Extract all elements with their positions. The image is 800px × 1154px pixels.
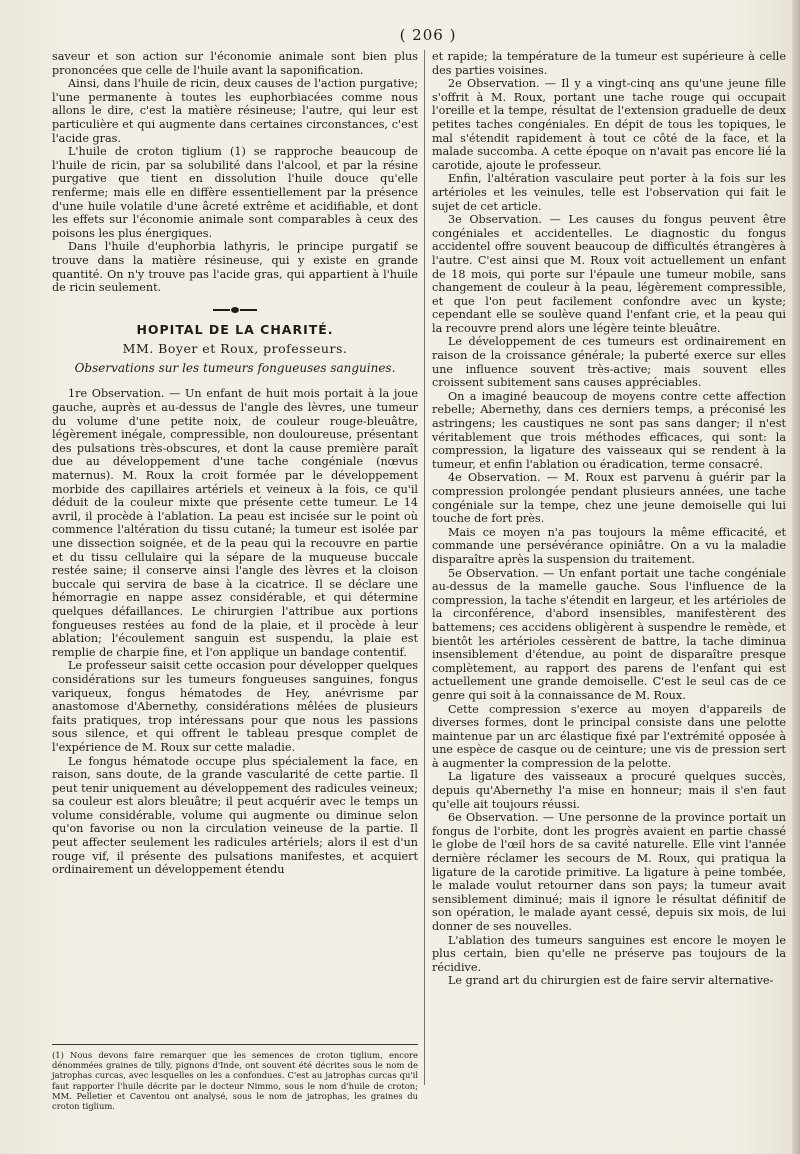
- paragraph: Mais ce moyen n'a pas toujours la même efficacité, et commande une persévérance opiniâtre. On a vu la maladie disparaître après la suspension du traitement.: [432, 525, 786, 566]
- article-subtitle: Observations sur les tumeurs fongueuses sanguines.: [74, 360, 396, 375]
- page-number: ( 206 ): [399, 26, 457, 44]
- paragraph: Le professeur saisit cette occasion pour développer quelques considérations sur les tumeurs fongueuses sanguines, fongus variqueux, fongus hématodes de Hey, anévrisme par anastomose d'Abernethy, considérations mêlées de plusieurs faits pratiques, trop intéressans pour que nous les passions sous silence, et qui offrent le tableau presque complet de l'expérience de M. Roux sur cette maladie.: [52, 659, 418, 754]
- paragraph: Le grand art du chirurgien est de faire servir alternative-: [448, 974, 774, 988]
- professors-line: MM. Boyer et Roux, professeurs.: [122, 341, 348, 357]
- paragraph: Ainsi, dans l'huile de ricin, deux causes de l'action purgative; l'une permanente à toutes les euphorbiacées comme nous allons le dire, c'est la matière résineuse; l'autre, qui leur est particulière et qui augmente dans certaines circonstances, c'est l'acide gras.: [52, 77, 418, 145]
- paragraph: On a imaginé beaucoup de moyens contre cette affection rebelle; Abernethy, dans ces derniers temps, a préconisé les astringens; les caustiques ne sont pas sans danger; il n'est véritablement que trois méthodes efficaces, qui sont: la compression, la ligature des vaisseaux qui se rendent à la tumeur, et enfin l'ablation ou éradication, terme consacré.: [432, 389, 786, 471]
- paragraph: Le développement de ces tumeurs est ordinairement en raison de la croissance générale; la puberté exerce sur elles une influence souvent très-active; mais souvent elles croissent subitement sans causes appréciables.: [432, 335, 786, 390]
- page-edge-shadow: [792, 0, 800, 1154]
- paragraph: 5e Observation. — Un enfant portait une tache congéniale au-dessus de la mamelle gauche. Sous l'influence de la compression, la tache s'étendit en largeur, et les artérioles de la circonférence, d'abord insensibles, manifestèrent des battemens; ces accidens obligèrent à suspendre le remède, et bientôt les artérioles cessèrent de battre, la tache diminua insensiblement d'étendue, au point de disparaître presque complètement, au rapport des parens de l'enfant qui est actuellement une grande demoiselle. C'est le seul cas de ce genre qui soit à la connaissance de M. Roux.: [432, 566, 786, 702]
- paragraph: Cette compression s'exerce au moyen d'appareils de diverses formes, dont le principal consiste dans une pelotte maintenue par un arc élastique fixé par l'extrémité opposée à une espèce de casque ou de ceinture; une vis de pression sert à augmenter la compression de la pelotte.: [432, 702, 786, 770]
- paragraph: 2e Observation. — Il y a vingt-cinq ans qu'une jeune fille s'offrit à M. Roux, portant une tache rouge qui occupait l'oreille et la tempe, résultat de l'extension graduelle de deux petites taches congéniales. En dépit de tous les topiques, le mal s'étendit rapidement à tout ce côté de la face, et la malade succomba. A cette époque on n'avait pas encore lié la carotide, ajoute le professeur.: [432, 77, 786, 172]
- left-column: [52, 50, 418, 877]
- right-column: [432, 50, 786, 988]
- paragraph: 3e Observation. — Les causes du fongus peuvent être congéniales et accidentelles. Le diagnostic du fongus accidentel offre souvent beaucoup de difficultés étrangères à l'autre. C'est ainsi que M. Roux voit actuellement un enfant de 18 mois, qui porte sur l'épaule une tumeur mobile, sans changement de couleur à la peau, légèrement compressible, et que l'on peut facilement confondre avec un kyste; cependant elle se soulève quand l'enfant crie, et la peau qui la recouvre prend alors une légère teinte bleuâtre.: [432, 213, 786, 335]
- paragraph: L'huile de croton tiglium (1) se rapproche beaucoup de l'huile de ricin, par sa solubilité dans l'alcool, et par la résine purgative que tient en dissolution l'huile douce qu'elle renferme; mais elle en diffère essentiellement par la présence d'une huile volatile d'une âcreté extrême et acidifiable, et dont les effets sur l'économie animale sont comparables à ceux des poisons les plus énergiques.: [52, 145, 418, 240]
- paragraph: Enfin, l'altération vasculaire peut porter à la fois sur les artérioles et les veinules, telle est l'observation qui fait le sujet de cet article.: [432, 172, 786, 213]
- paragraph: La ligature des vaisseaux a procuré quelques succès, depuis qu'Abernethy l'a mise en honneur; mais il s'en faut qu'elle ait toujours réussi.: [432, 770, 786, 811]
- paragraph: L'ablation des tumeurs sanguines est encore le moyen le plus certain, bien qu'elle ne préserve pas toujours de la récidive.: [432, 933, 786, 974]
- paragraph: 1re Observation. — Un enfant de huit mois portait à la joue gauche, auprès et au-dessus de l'angle des lèvres, une tumeur du volume d'une petite noix, de couleur rouge-bleuâtre, légèrement inégale, compressible, non douloureuse, présentant des pulsations très-obscures, et dont la cause première paraît due au développement d'une tache congéniale (nœvus maternus). M. Roux la croit formée par le développement morbide des capillaires artériels et veineux à la fois, ce qu'il déduit de la couleur mixte que présente cette tumeur. Le 14 avril, il procède à l'ablation. La peau est incisée sur le point où commence l'altération du tissu cutané; la tumeur est isolée par une dissection soignée, et de la peau qui la recouvre en partie et du tissu cellulaire qui la sépare de la muqueuse buccale restée saine; il conserve ainsi l'angle des lèvres et la cloison buccale qui servira de base à la cicatrice. Il se déclare une hémorragie en nappe assez considérable, et qui détermine quelques défaillances. Le chirurgien l'attribue aux portions fongueuses restées au fond de la plaie, et il procède à leur ablation; l'écoulement sanguin est suspendu, la plaie est remplie de charpie fine, et l'on applique un bandage contentif.: [52, 387, 418, 659]
- paragraph: 6e Observation. — Une personne de la province portait un fongus de l'orbite, dont les progrès avaient en partie chassé le globe de l'œil hors de sa cavité naturelle. Elle vint l'année dernière réclamer les secours de M. Roux, qui pratiqua la ligature de la carotide primitive. La ligature à peine tombée, le malade voulut retourner dans son pays; la tumeur avait sensiblement diminué; mais il ignore le résultat définitif de son opération, le malade ayant cessé, depuis six mois, de lui donner de ses nouvelles.: [432, 811, 786, 933]
- footnote: (1) Nous devons faire remarquer que les semences de croton tiglium, encore dénommées graines de tilly, pignons d'Inde, ont souvent été décrites sous le nom de jatrophas curcas, avec lesquelles on les a confondues. C'est au jatrophas curcas qu'il faut rapporter l'huile décrite par le docteur Nimmo, sous le nom d'huile de croton; MM. Pelletier et Caventou ont analysé, sous le nom de jatrophas, les graines du croton tiglium.: [52, 1050, 418, 1112]
- separator-ornament: [213, 307, 257, 313]
- paragraph: Dans l'huile d'euphorbia lathyris, le principe purgatif se trouve dans la matière résineuse, qui y existe en grande quantité. On n'y trouve pas l'acide gras, qui appartient à l'huile de ricin seulement.: [52, 240, 418, 295]
- paragraph: 4e Observation. — M. Roux est parvenu à guérir par la compression prolongée pendant plusieurs années, une tache congéniale sur la tempe, chez une jeune demoiselle qui lui touche de fort près.: [432, 471, 786, 526]
- column-divider: [424, 50, 425, 1085]
- paragraph: saveur et son action sur l'économie animale sont bien plus prononcées que celle de l'huile avant la saponification.: [52, 50, 418, 77]
- section-title: HOPITAL DE LA CHARITÉ.: [136, 321, 334, 337]
- paragraph: Le fongus hématode occupe plus spécialement la face, en raison, sans doute, de la grande vascularité de cette partie. Il peut tenir uniquement au développement des radicules veineux; sa couleur est alors bleuâtre; il peut acquérir avec le temps un volume considérable, volume qui augmente ou diminue selon qu'on favorise ou non la circulation veineuse de la partie. Il peut affecter seulement les radicules artériels; alors il est d'un rouge vif, il présente des pulsations manifestes, et acquiert ordinairement un développement étendu: [52, 754, 418, 877]
- paragraph: et rapide; la température de la tumeur est supérieure à celle des parties voisines.: [432, 50, 786, 77]
- footnote-divider: [52, 1044, 418, 1045]
